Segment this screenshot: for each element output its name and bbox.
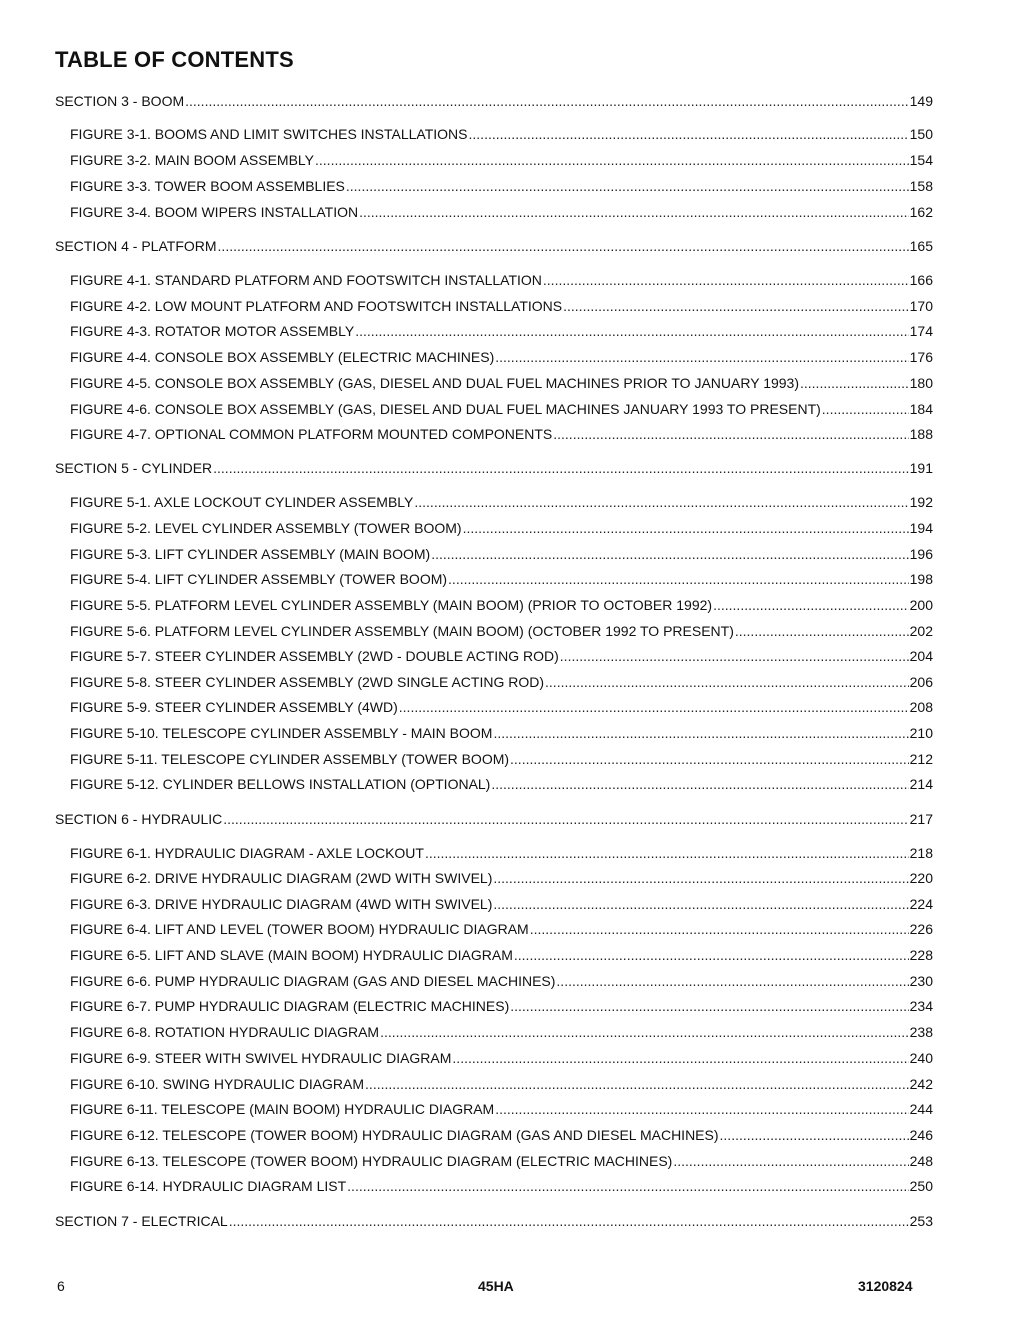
toc-entry-label: FIGURE 6-14. HYDRAULIC DIAGRAM LIST <box>70 1178 347 1194</box>
dot-leader <box>359 203 909 221</box>
toc-entry-page: 210 <box>909 725 933 741</box>
toc-entry-label: FIGURE 6-7. PUMP HYDRAULIC DIAGRAM (ELECTRIC MACHINES) <box>70 998 510 1014</box>
dot-leader <box>800 374 909 392</box>
toc-figure-entry[interactable] <box>70 673 933 691</box>
toc-entry-page: 208 <box>909 699 933 715</box>
toc-entry-page: 242 <box>909 1076 933 1092</box>
toc-entry-label: FIGURE 4-7. OPTIONAL COMMON PLATFORM MOUNTED COMPONENTS <box>70 426 553 442</box>
toc-entry-page: 238 <box>909 1024 933 1040</box>
toc-entry-label: FIGURE 6-8. ROTATION HYDRAULIC DIAGRAM <box>70 1024 380 1040</box>
dot-leader <box>514 946 909 964</box>
toc-entry-page: 212 <box>909 751 933 767</box>
toc-figure-entry[interactable] <box>70 271 933 289</box>
toc-figure-entry[interactable] <box>70 322 933 340</box>
dot-leader <box>218 237 909 255</box>
page-title: TABLE OF CONTENTS <box>55 47 294 72</box>
toc-entry-label: FIGURE 5-7. STEER CYLINDER ASSEMBLY (2WD - DOUBLE ACTING ROD) <box>70 648 559 664</box>
toc-figure-entry[interactable] <box>70 374 933 392</box>
toc-entry-page: 230 <box>909 973 933 989</box>
toc-entry-page: 217 <box>909 811 933 827</box>
dot-leader <box>346 177 909 195</box>
toc-entry-label: FIGURE 3-1. BOOMS AND LIMIT SWITCHES INSTALLATIONS <box>70 126 468 142</box>
footer-model: 45HA <box>478 1278 514 1294</box>
dot-leader <box>380 1023 909 1041</box>
toc-figure-entry[interactable] <box>70 1177 933 1195</box>
dot-leader <box>510 750 909 768</box>
toc-figure-entry[interactable] <box>70 1100 933 1118</box>
toc-entry-page: 176 <box>909 349 933 365</box>
toc-entry-page: 218 <box>909 845 933 861</box>
toc-entry-page: 184 <box>909 401 933 417</box>
toc-entry-page: 224 <box>909 896 933 912</box>
dot-leader <box>822 400 909 418</box>
toc-entry-page: 206 <box>909 674 933 690</box>
toc-entry-label: FIGURE 4-6. CONSOLE BOX ASSEMBLY (GAS, DIESEL AND DUAL FUEL MACHINES JANUARY 1993 TO PRESENT) <box>70 401 821 417</box>
toc-entry-page: 166 <box>909 272 933 288</box>
dot-leader <box>448 570 909 588</box>
dot-leader <box>563 297 909 315</box>
dot-leader <box>493 895 908 913</box>
toc-entry-label: FIGURE 6-4. LIFT AND LEVEL (TOWER BOOM) HYDRAULIC DIAGRAM <box>70 921 529 937</box>
toc-figure-entry[interactable] <box>70 698 933 716</box>
toc-figure-entry[interactable] <box>70 125 933 143</box>
toc-entry-page: 248 <box>909 1153 933 1169</box>
toc-entry-label: FIGURE 3-4. BOOM WIPERS INSTALLATION <box>70 204 359 220</box>
toc-figure-entry[interactable] <box>70 203 933 221</box>
toc-figure-entry[interactable] <box>70 997 933 1015</box>
toc-figure-entry[interactable] <box>70 1049 933 1067</box>
toc-entry-page: 228 <box>909 947 933 963</box>
toc-entry-page: 180 <box>909 375 933 391</box>
toc-entry-label: SECTION 3 - BOOM <box>55 93 185 109</box>
toc-figure-entry[interactable] <box>70 1075 933 1093</box>
toc-entry-label: FIGURE 4-2. LOW MOUNT PLATFORM AND FOOTSWITCH INSTALLATIONS <box>70 298 563 314</box>
dot-leader <box>452 1049 908 1067</box>
toc-figure-entry[interactable] <box>70 493 933 511</box>
toc-figure-entry[interactable] <box>70 775 933 793</box>
toc-figure-entry[interactable] <box>70 1126 933 1144</box>
toc-figure-entry[interactable] <box>70 151 933 169</box>
toc-entry-page: 149 <box>909 93 933 109</box>
dot-leader <box>510 997 908 1015</box>
dot-leader <box>543 271 909 289</box>
dot-leader <box>495 1100 908 1118</box>
toc-figure-entry[interactable] <box>70 946 933 964</box>
toc-entry-label: FIGURE 6-1. HYDRAULIC DIAGRAM - AXLE LOCKOUT <box>70 845 424 861</box>
toc-section-entry[interactable] <box>55 459 933 477</box>
toc-figure-entry[interactable] <box>70 400 933 418</box>
toc-figure-entry[interactable] <box>70 570 933 588</box>
toc-entry-page: 162 <box>909 204 933 220</box>
toc-entry-page: 200 <box>909 597 933 613</box>
toc-entry-label: SECTION 5 - CYLINDER <box>55 460 213 476</box>
toc-entry-page: 240 <box>909 1050 933 1066</box>
footer-page-number: 6 <box>57 1278 65 1294</box>
footer-doc-number: 3120824 <box>858 1278 913 1294</box>
dot-leader <box>545 673 909 691</box>
toc-figure-entry[interactable] <box>70 1023 933 1041</box>
toc-figure-entry[interactable] <box>70 869 933 887</box>
dot-leader <box>431 545 908 563</box>
toc-figure-entry[interactable] <box>70 596 933 614</box>
toc-entry-page: 165 <box>909 238 933 254</box>
dot-leader <box>414 493 908 511</box>
toc-figure-entry[interactable] <box>70 425 933 443</box>
toc-entry-label: FIGURE 6-2. DRIVE HYDRAULIC DIAGRAM (2WD WITH SWIVEL) <box>70 870 493 886</box>
toc-entry-page: 244 <box>909 1101 933 1117</box>
toc-entry-label: FIGURE 3-3. TOWER BOOM ASSEMBLIES <box>70 178 345 194</box>
toc-entry-page: 194 <box>909 520 933 536</box>
dot-leader <box>315 151 909 169</box>
toc-entry-label: FIGURE 6-5. LIFT AND SLAVE (MAIN BOOM) HYDRAULIC DIAGRAM <box>70 947 513 963</box>
dot-leader <box>530 920 909 938</box>
dot-leader <box>463 519 909 537</box>
toc-entry-label: FIGURE 5-1. AXLE LOCKOUT CYLINDER ASSEMBLY <box>70 494 414 510</box>
toc-entry-page: 204 <box>909 648 933 664</box>
dot-leader <box>560 647 909 665</box>
toc-figure-entry[interactable] <box>70 920 933 938</box>
toc-entry-page: 250 <box>909 1178 933 1194</box>
toc-section-entry[interactable] <box>55 237 933 255</box>
dot-leader <box>673 1152 908 1170</box>
toc-entry-label: FIGURE 6-11. TELESCOPE (MAIN BOOM) HYDRAULIC DIAGRAM <box>70 1101 495 1117</box>
toc-entry-label: FIGURE 5-9. STEER CYLINDER ASSEMBLY (4WD) <box>70 699 398 715</box>
toc-entry-page: 174 <box>909 323 933 339</box>
toc-entry-label: FIGURE 5-11. TELESCOPE CYLINDER ASSEMBLY (TOWER BOOM) <box>70 751 510 767</box>
dot-leader <box>185 92 909 110</box>
toc-entry-label: FIGURE 4-5. CONSOLE BOX ASSEMBLY (GAS, DIESEL AND DUAL FUEL MACHINES PRIOR TO JANUARY 1993) <box>70 375 799 391</box>
toc-entry-page: 170 <box>909 298 933 314</box>
toc-entry-label: FIGURE 5-8. STEER CYLINDER ASSEMBLY (2WD SINGLE ACTING ROD) <box>70 674 545 690</box>
toc-entry-label: SECTION 7 - ELECTRICAL <box>55 1213 228 1229</box>
toc-entry-label: FIGURE 6-6. PUMP HYDRAULIC DIAGRAM (GAS AND DIESEL MACHINES) <box>70 973 556 989</box>
toc-entry-label: FIGURE 5-10. TELESCOPE CYLINDER ASSEMBLY - MAIN BOOM <box>70 725 493 741</box>
toc-section-entry[interactable] <box>55 92 933 110</box>
toc-figure-entry[interactable] <box>70 647 933 665</box>
toc-entry-label: FIGURE 3-2. MAIN BOOM ASSEMBLY <box>70 152 315 168</box>
toc-figure-entry[interactable] <box>70 895 933 913</box>
toc-figure-entry[interactable] <box>70 972 933 990</box>
dot-leader <box>491 775 908 793</box>
toc-entry-label: FIGURE 6-3. DRIVE HYDRAULIC DIAGRAM (4WD WITH SWIVEL) <box>70 896 493 912</box>
dot-leader <box>469 125 909 143</box>
toc-entry-label: FIGURE 5-2. LEVEL CYLINDER ASSEMBLY (TOWER BOOM) <box>70 520 462 536</box>
toc-entry-label: FIGURE 4-3. ROTATOR MOTOR ASSEMBLY <box>70 323 355 339</box>
dot-leader <box>493 724 908 742</box>
toc-figure-entry[interactable] <box>70 724 933 742</box>
dot-leader <box>553 425 908 443</box>
toc-entry-page: 191 <box>909 460 933 476</box>
toc-figure-entry[interactable] <box>70 519 933 537</box>
toc-entry-page: 214 <box>909 776 933 792</box>
toc-entry-page: 196 <box>909 546 933 562</box>
toc-entry-label: FIGURE 4-4. CONSOLE BOX ASSEMBLY (ELECTRIC MACHINES) <box>70 349 495 365</box>
toc-entry-label: FIGURE 4-1. STANDARD PLATFORM AND FOOTSWITCH INSTALLATION <box>70 272 542 288</box>
toc-entry-label: FIGURE 5-3. LIFT CYLINDER ASSEMBLY (MAIN BOOM) <box>70 546 431 562</box>
toc-section-entry[interactable] <box>55 810 933 828</box>
toc-section-entry[interactable] <box>55 1212 933 1230</box>
toc-entry-label: FIGURE 6-12. TELESCOPE (TOWER BOOM) HYDRAULIC DIAGRAM (GAS AND DIESEL MACHINES) <box>70 1127 719 1143</box>
dot-leader <box>223 810 908 828</box>
dot-leader <box>493 869 908 887</box>
toc-entry-label: FIGURE 5-5. PLATFORM LEVEL CYLINDER ASSEMBLY (MAIN BOOM) (PRIOR TO OCTOBER 1992) <box>70 597 713 613</box>
toc-figure-entry[interactable] <box>70 297 933 315</box>
toc-entry-page: 192 <box>909 494 933 510</box>
toc-entry-page: 202 <box>909 623 933 639</box>
dot-leader <box>347 1177 908 1195</box>
dot-leader <box>355 322 908 340</box>
dot-leader <box>365 1075 909 1093</box>
dot-leader <box>213 459 909 477</box>
toc-figure-entry[interactable] <box>70 844 933 862</box>
toc-entry-page: 158 <box>909 178 933 194</box>
dot-leader <box>556 972 908 990</box>
dot-leader <box>399 698 909 716</box>
toc-entry-label: FIGURE 5-4. LIFT CYLINDER ASSEMBLY (TOWER BOOM) <box>70 571 448 587</box>
toc-figure-entry[interactable] <box>70 750 933 768</box>
toc-entry-page: 253 <box>909 1213 933 1229</box>
toc-figure-entry[interactable] <box>70 177 933 195</box>
dot-leader <box>495 348 908 366</box>
toc-figure-entry[interactable] <box>70 545 933 563</box>
toc-entry-label: FIGURE 6-9. STEER WITH SWIVEL HYDRAULIC DIAGRAM <box>70 1050 452 1066</box>
toc-figure-entry[interactable] <box>70 622 933 640</box>
toc-entry-page: 188 <box>909 426 933 442</box>
toc-entry-label: SECTION 6 - HYDRAULIC <box>55 811 223 827</box>
toc-entry-page: 246 <box>909 1127 933 1143</box>
toc-entry-label: FIGURE 5-6. PLATFORM LEVEL CYLINDER ASSEMBLY (MAIN BOOM) (OCTOBER 1992 TO PRESENT) <box>70 623 734 639</box>
toc-entry-page: 220 <box>909 870 933 886</box>
toc-entry-page: 154 <box>909 152 933 168</box>
toc-figure-entry[interactable] <box>70 348 933 366</box>
toc-entry-page: 226 <box>909 921 933 937</box>
dot-leader <box>735 622 909 640</box>
toc-entry-label: FIGURE 6-10. SWING HYDRAULIC DIAGRAM <box>70 1076 365 1092</box>
dot-leader <box>713 596 909 614</box>
toc-entry-page: 150 <box>909 126 933 142</box>
toc-entry-label: FIGURE 5-12. CYLINDER BELLOWS INSTALLATION (OPTIONAL) <box>70 776 491 792</box>
toc-entry-page: 198 <box>909 571 933 587</box>
dot-leader <box>229 1212 909 1230</box>
dot-leader <box>425 844 909 862</box>
toc-entry-label: FIGURE 6-13. TELESCOPE (TOWER BOOM) HYDRAULIC DIAGRAM (ELECTRIC MACHINES) <box>70 1153 673 1169</box>
toc-entry-page: 234 <box>909 998 933 1014</box>
toc-figure-entry[interactable] <box>70 1152 933 1170</box>
toc-entry-label: SECTION 4 - PLATFORM <box>55 238 217 254</box>
dot-leader <box>720 1126 909 1144</box>
